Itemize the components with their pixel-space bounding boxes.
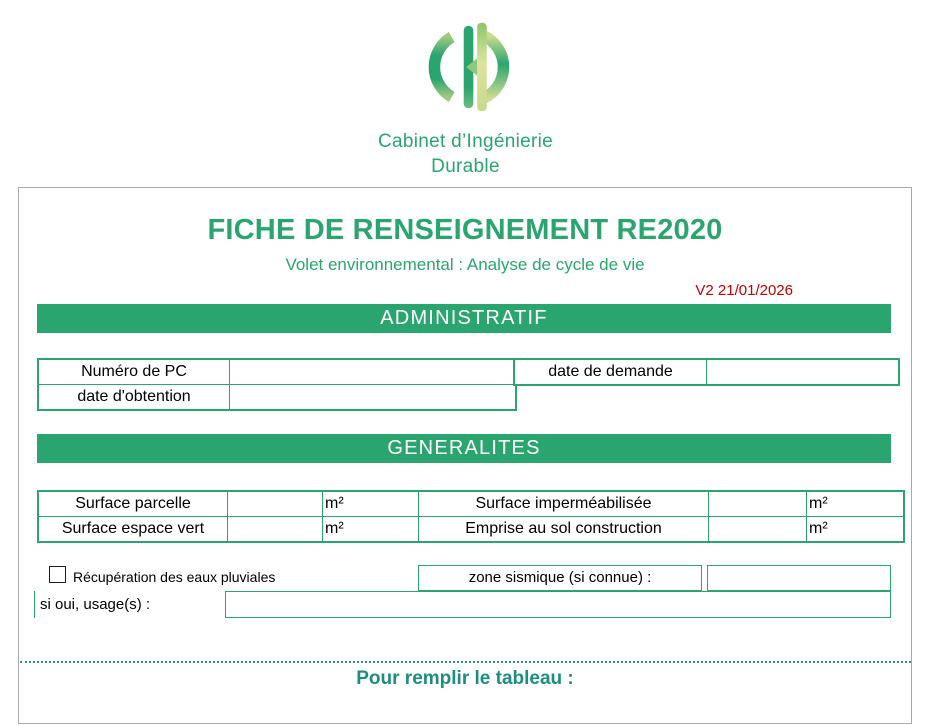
page-subtitle: Volet environnemental : Analyse de cycle de vie — [285, 255, 645, 274]
date-obtention-input[interactable] — [230, 385, 517, 411]
section-banner-generalites: GENERALITES — [37, 434, 891, 463]
surface-espace-vert-input[interactable] — [228, 517, 323, 543]
si-oui-usages-input[interactable] — [225, 591, 891, 618]
dotted-divider — [20, 661, 911, 663]
numero-pc-label: Numéro de PC — [38, 359, 230, 385]
zone-sismique-input[interactable] — [707, 565, 891, 591]
table-row — [38, 491, 904, 517]
date-demande-input[interactable] — [707, 359, 900, 385]
surface-impermeabilisee-label: Surface imperméabilisée — [419, 491, 709, 517]
surface-impermeabilisee-unit: m² — [807, 491, 905, 517]
recuperation-eaux-checkbox[interactable] — [49, 566, 66, 583]
emprise-au-sol-input[interactable] — [709, 517, 807, 543]
surface-parcelle-input[interactable] — [228, 491, 323, 517]
emprise-au-sol-unit: m² — [807, 517, 905, 543]
emprise-au-sol-label: Emprise au sol construction — [419, 517, 709, 543]
generalites-table — [37, 490, 905, 543]
date-demande-label: date de demande — [514, 359, 707, 385]
zone-sismique-label: zone sismique (si connue) : — [418, 565, 702, 591]
surface-parcelle-label: Surface parcelle — [38, 491, 228, 517]
page-title: FICHE DE RENSEIGNEMENT RE2020 — [207, 214, 723, 246]
org-name-line2: Durable — [431, 156, 500, 177]
surface-parcelle-unit: m² — [323, 491, 419, 517]
recuperation-eaux-label: Récupération des eaux pluviales — [73, 569, 276, 585]
surface-impermeabilisee-input[interactable] — [709, 491, 807, 517]
org-name-line1: Cabinet d’Ingénierie — [377, 131, 553, 152]
date-obtention-label: date d'obtention — [38, 385, 230, 411]
fill-table-heading: Pour remplir le tableau : — [356, 668, 574, 689]
administratif-table-left — [37, 358, 517, 411]
surface-espace-vert-unit: m² — [323, 517, 419, 543]
si-oui-usages-label: si oui, usage(s) : — [34, 591, 150, 618]
administratif-table-right — [513, 358, 900, 386]
cid-logo-icon — [421, 14, 517, 120]
version-label: V2 21/01/2026 — [695, 282, 793, 299]
table-row — [38, 517, 904, 543]
numero-pc-input[interactable] — [230, 359, 517, 385]
surface-espace-vert-label: Surface espace vert — [38, 517, 228, 543]
section-banner-administratif: ADMINISTRATIF — [37, 304, 891, 333]
